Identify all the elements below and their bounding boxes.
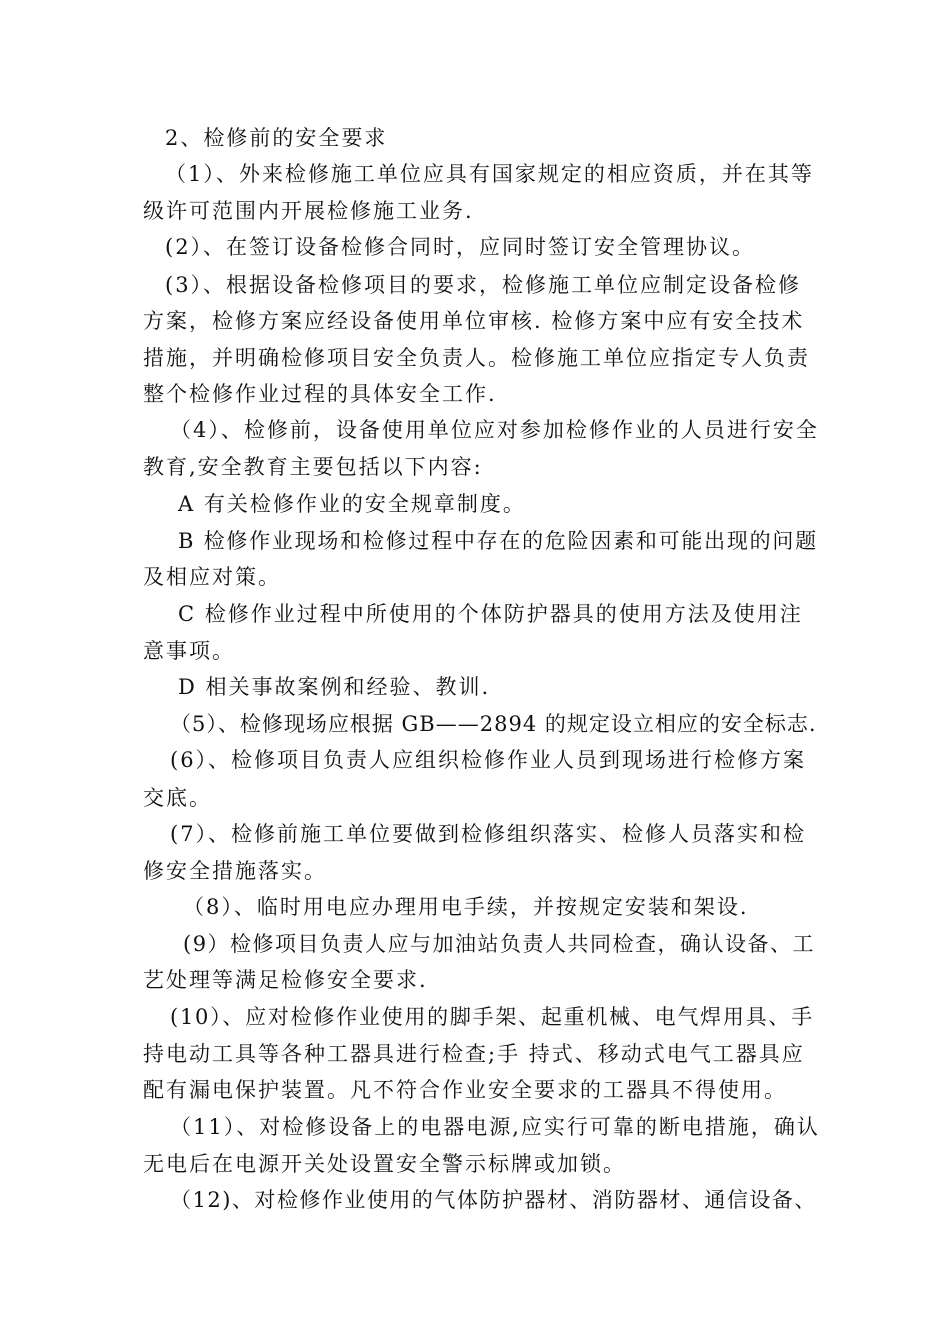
paragraph-line: (6）、检修项目负责人应组织检修作业人员到现场进行检修方案 [170, 748, 807, 772]
paragraph-line: (7）、检修前施工单位要做到检修组织落实、检修人员落实和检 [170, 822, 807, 846]
paragraph-line: （8）、临时用电应办理用电手续，并按规定安装和架设. [183, 895, 749, 919]
paragraph-line: 方案，检修方案应经设备使用单位审核. 检修方案中应有安全技术 [143, 309, 805, 333]
paragraph-line: 整个检修作业过程的具体安全工作. [143, 382, 497, 406]
paragraph-line: 措施，并明确检修项目安全负责人。检修施工单位应指定专人负责 [143, 346, 810, 370]
paragraph-line: (10）、应对检修作业使用的脚手架、起重机械、电气焊用具、手 [170, 1005, 814, 1029]
paragraph-line: 修安全措施落实。 [143, 859, 327, 883]
paragraph-line: 意事项。 [143, 639, 235, 663]
paragraph-line: （5）、检修现场应根据 GB——2894 的规定设立相应的安全标志. [170, 712, 817, 736]
paragraph-line: （11）、对检修设备上的电器电源,应实行可靠的断电措施，确认 [170, 1115, 820, 1139]
paragraph-line: 教育,安全教育主要包括以下内容: [143, 455, 483, 479]
paragraph-line: 配有漏电保护装置。凡不符合作业安全要求的工器具不得使用。 [143, 1078, 787, 1102]
paragraph-line: 级许可范围内开展检修施工业务. [143, 199, 474, 223]
paragraph-line: （12)、对检修作业使用的气体防护器材、消防器材、通信设备、 [170, 1188, 817, 1212]
list-item: D 相关事故案例和经验、教训. [178, 675, 491, 699]
list-item: C 检修作业过程中所使用的个体防护器具的使用方法及使用注 [178, 602, 803, 626]
paragraph-line: 艺处理等满足检修安全要求. [143, 968, 428, 992]
paragraph-line: (3）、根据设备检修项目的要求，检修施工单位应制定设备检修 [165, 273, 802, 297]
paragraph-line: （1）、外来检修施工单位应具有国家规定的相应资质，并在其等 [165, 162, 814, 186]
paragraph-line: 及相应对策。 [143, 565, 281, 589]
paragraph-line: 无电后在电源开关处设置安全警示标牌或加锁。 [143, 1152, 626, 1176]
paragraph-line: (9）检修项目负责人应与加油站负责人共同检查，确认设备、工 [183, 932, 816, 956]
section-heading: 2、检修前的安全要求 [165, 126, 388, 150]
paragraph-line: （4）、检修前，设备使用单位应对参加检修作业的人员进行安全 [170, 418, 819, 442]
list-item: B 检修作业现场和检修过程中存在的危险因素和可能出现的问题 [178, 529, 818, 553]
paragraph-line: (2）、在签订设备检修合同时，应同时签订安全管理协议。 [165, 235, 756, 259]
paragraph-line: 持电动工具等各种工器具进行检查;手 持式、移动式电气工器具应 [143, 1042, 805, 1066]
paragraph-line: 交底。 [143, 786, 212, 810]
list-item: A 有关检修作业的安全规章制度。 [178, 492, 526, 516]
